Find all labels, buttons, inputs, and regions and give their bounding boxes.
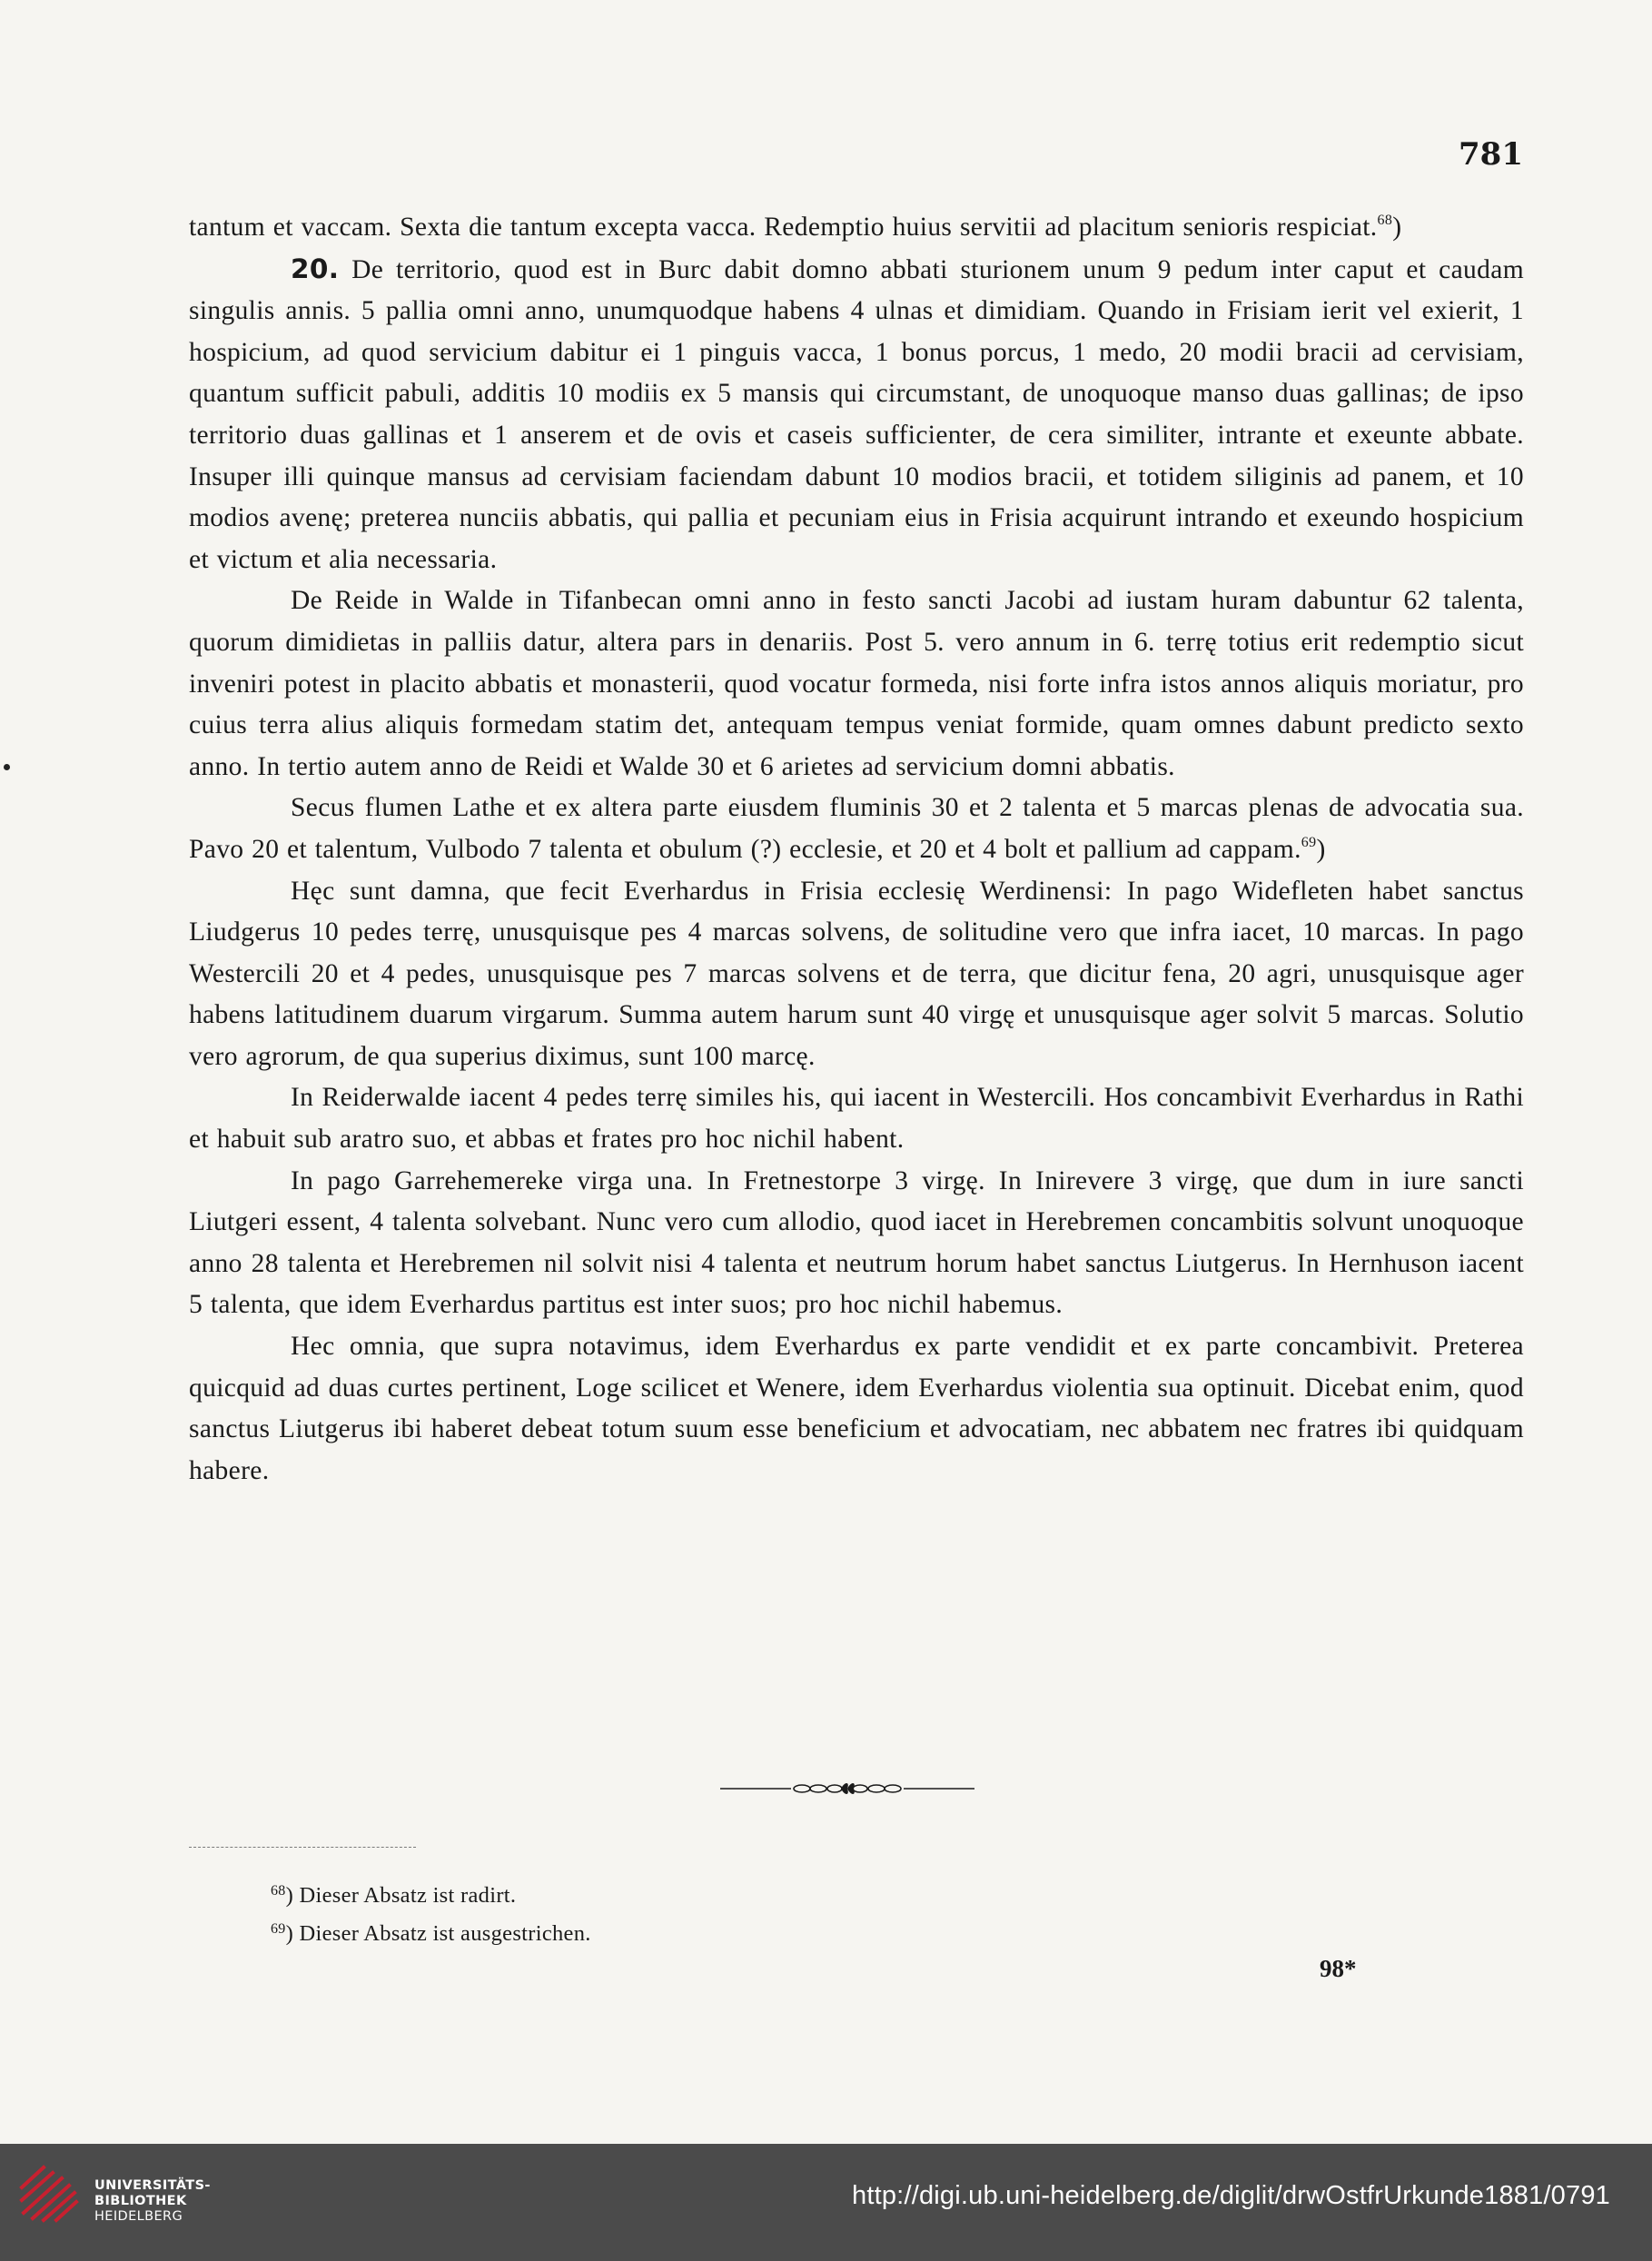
paragraph-text: In pago Garrehemereke virga una. In Fretnestorpe 3 virgę. In Inirevere 3 virgę, que dum in iure sancti Liutgeri essent, 4 talenta solvebant. Nunc vero cum allodio, quod iacet in Herebremen concambitis solvunt unoquoque anno 28 talenta et Herebremen nil solvit nisi 4 talenta et neutrum horum habet sanctus Liutgerus. In Hernhuson iacent 5 talenta, que idem Everhardus partitus est inter suos; pro hoc nichil habemus. — [189, 1165, 1524, 1320]
paragraph-text: ) — [1392, 213, 1402, 242]
footnote-text: ) Dieser Absatz ist ausgestrichen. — [285, 1921, 591, 1946]
footnote-reference: 68 — [1377, 213, 1393, 228]
source-url-link[interactable]: http://digi.ub.uni-heidelberg.de/diglit/drwOstfrUrkunde1881/0791 — [852, 2181, 1610, 2210]
paragraph-text: De Reide in Walde in Tifanbecan omni anno in festo sancti Jacobi ad iustam huram dabuntur 62 talenta, quorum dimidietas in palliis datur, altera pars in denariis. Post 5. vero annum in 6. terrę totius erit redemptio sicut inveniri potest in placito abbatis et monasterii, quod vocatur formeda, nisi forte infra istos annos aliquis moriatur, pro cuius terra alius aliquis formedam statim det, antequam tempus veniat formide, quam omnes dabunt predicto sexto anno. In tertio autem anno de Reidi et Walde 30 et 6 arietes ad servicium domni abbatis. — [189, 586, 1524, 781]
footer-bar — [0, 2144, 1652, 2261]
footnotes — [271, 1874, 591, 1950]
footnote-mark: 68 — [271, 1883, 286, 1899]
document-body — [189, 207, 1524, 1492]
paragraph-text: De territorio, quod est in Burc dabit domno abbati sturionem unum 9 pedum inter caput et caudam singulis annis. 5 pallia omni anno, unumquodque habens 4 ulnas et dimidiam. Quando in Frisiam ierit vel exierit, 1 hospicium, ad quod servicium dabitur ei 1 pinguis vacca, 1 bonus porcus, 1 medo, 20 modii bracii ad cervisiam, quantum sufficit pabuli, additis 10 modiis ex 5 mansis qui circumstant, de unoquoque manso duas gallinas; de ipso territorio duas gallinas et 1 anserem et de ovis et caseis sufficienter, de cera similiter, intrante et exeunte abbate. Insuper illi quinque mansus ad cervisiam faciendam dabunt 10 modios bracii, et totidem siliginis ad panem, et 10 modios avenę; preterea nunciis abbatis, qui pallia et pecuniam eius in Frisia acquirunt intrando et exeundo hospicium et victum et alia necessaria. — [189, 254, 1524, 574]
margin-dot — [4, 764, 10, 770]
library-name — [94, 2178, 211, 2225]
footnote-text: ) Dieser Absatz ist radirt. — [285, 1883, 517, 1908]
paragraph — [189, 788, 1524, 870]
signature-mark: 98* — [1320, 1955, 1357, 1982]
paragraph-text: ) — [1316, 834, 1326, 864]
paragraph-text: Hec omnia, que supra notavimus, idem Everhardus ex parte vendidit et ex parte concambivit. Preterea quicquid ad duas curtes pertinent, Loge scilicet et Wenere, idem Everhardus violentia sua optinuit. Dicebat enim, quod sanctus Liutgerus ibi haberet debeat totum suum esse beneficium et advocatiam, nec abbatem nec fratres ibi quidquam habere. — [189, 1332, 1524, 1485]
paragraph-text: In Reiderwalde iacent 4 pedes terrę similes his, qui iacent in Westercili. Hos concambivit Everhardus in Rathi et habuit sub aratro suo, et abbas et frates pro hoc nichil habent. — [189, 1083, 1524, 1155]
paragraph — [189, 1326, 1524, 1492]
decorative-ornament-divider — [720, 1780, 974, 1797]
paragraph — [189, 1077, 1524, 1160]
footnote-mark: 69 — [271, 1921, 286, 1937]
page-number: 781 — [1459, 136, 1523, 173]
paragraph — [189, 871, 1524, 1078]
paragraph — [189, 207, 1524, 249]
footnote-separator — [189, 1847, 416, 1848]
footnote-reference: 69 — [1301, 834, 1317, 850]
footnote — [271, 1874, 591, 1912]
section-number: 20. — [291, 253, 340, 284]
footnote — [271, 1912, 591, 1950]
library-name-line: HEIDELBERG — [94, 2209, 183, 2224]
paragraph — [189, 580, 1524, 788]
paragraph — [189, 249, 1524, 581]
library-name-line: UNIVERSITÄTS- — [94, 2178, 211, 2193]
paragraph-text: Hęc sunt damna, que fecit Everhardus in Frisia ecclesię Werdinensi: In pago Widefleten habet sanctus Liudgerus 10 pedes terrę, unusquisque pes 4 marcas solvens, de solitudine vero que infra iacet, 10 marcas. In pago Westercili 20 et 4 pedes, unusquisque pes 7 marcas solvens et de terra, que dicitur fena, 20 agri, unusquisque ager habens latitudinem duarum virgarum. Summa autem harum sunt 40 virgę et unusquisque ager solvit 5 marcas. Solutio vero agrorum, de qua superius diximus, sunt 100 marcę. — [189, 876, 1524, 1071]
library-name-line: BIBLIOTHEK — [94, 2194, 187, 2208]
paragraph-text: tantum et vaccam. Sexta die tantum excepta vacca. Redemptio huius servitii ad placitum senioris respiciat. — [189, 213, 1378, 242]
university-library-logo-icon[interactable] — [16, 2160, 84, 2227]
paragraph — [189, 1161, 1524, 1326]
paragraph-text: Secus flumen Lathe et ex altera parte eiusdem fluminis 30 et 2 talenta et 5 marcas plenas de advocatia sua. Pavo 20 et talentum, Vulbodo 7 talenta et obulum (?) ecclesie, et 20 et 4 bolt et pallium ad cappam. — [189, 793, 1524, 864]
